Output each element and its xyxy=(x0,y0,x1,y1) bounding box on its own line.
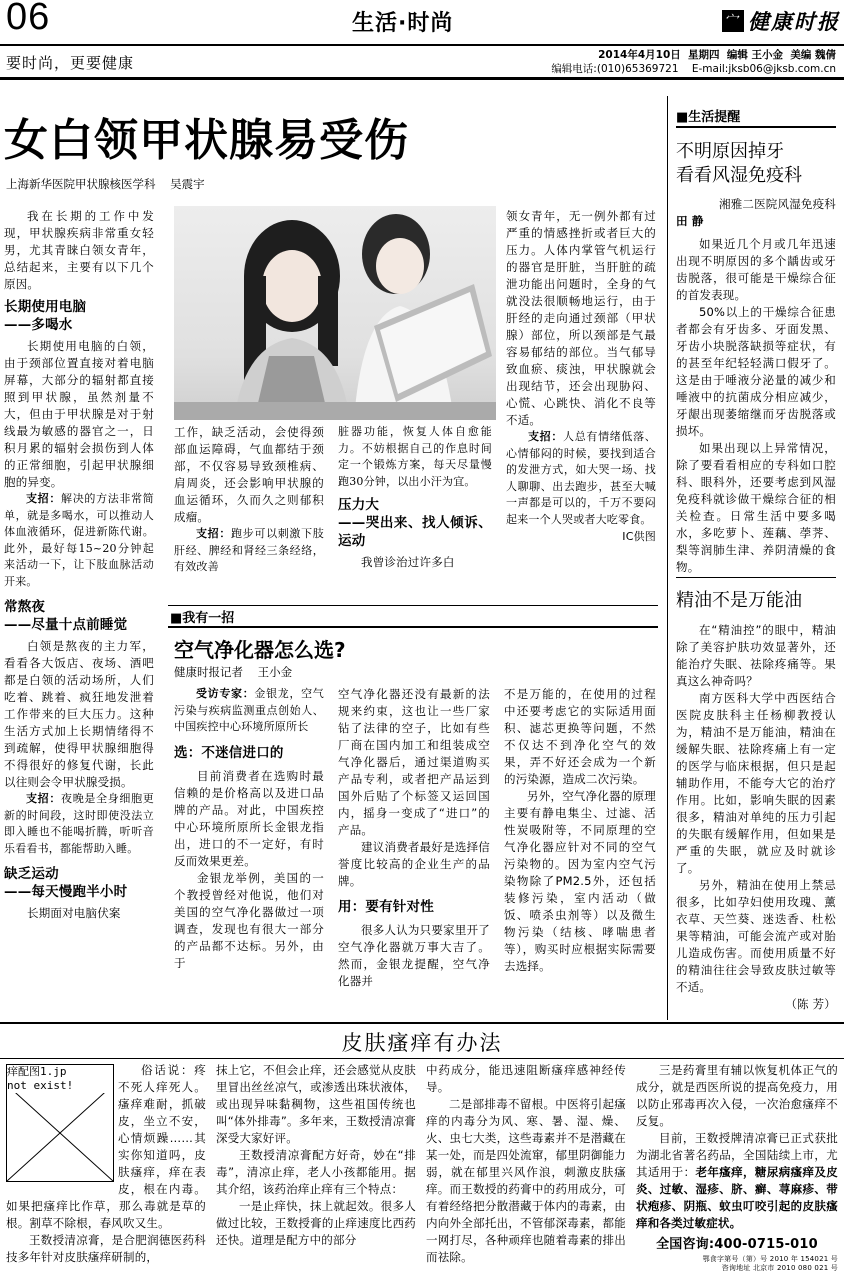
ad-p8: 三是药膏里有辅以恢复机体正气的成分，就是西医所说的提高免疫力，用以防止邪毒再次入侵，一次治愈瘙痒不反复。 xyxy=(636,1063,838,1128)
use-paragraph: 很多人认为只要家里开了空气净化器就万事大吉了。然而，金银龙提醒，空气净化器并 xyxy=(338,923,490,988)
ad-p2: 王数授清凉膏，是合肥润德医药科技多年针对皮肤瘙痒研制的， xyxy=(6,1233,206,1264)
subhead-choose: 选：不迷信进口的 xyxy=(174,744,284,761)
air-rule-tag xyxy=(168,626,658,628)
main-col-2 xyxy=(174,424,324,576)
tip-text: 跑步可以刺激下肢肝经、脾经和肾经三条经络，有效改善 xyxy=(174,527,324,573)
tip-label: 支招： xyxy=(528,430,564,443)
masthead-logo xyxy=(722,6,840,36)
computer-tip xyxy=(4,491,154,590)
tip-label: 支招： xyxy=(26,792,62,805)
stress-paragraph: 我曾诊治过许多白 xyxy=(361,555,455,569)
tip-label: 支招： xyxy=(196,527,232,540)
ad-p3: 抹上它，不但会止痒，还会感觉从皮肤里冒出丝丝凉气，或渗透出珠状液体，或出现异味黏稠物，这些祖国传统也叫“体外排毒”。多年来，王数授清凉膏深受大家好评。 xyxy=(216,1063,416,1145)
ad-fine-print-1: 鄂食字第号（第）号 2010 年 154021 号 xyxy=(702,1255,838,1263)
air-column-tag: ■我有一招 xyxy=(170,611,235,626)
air-col3-paragraph: 不是万能的，在使用的过程中还要考虑它的实际适用面积、滤芯更换等问题，不然不仅达不到净化空气的效果，弄不好还会成为一个新的污染源，造成二次污染。 xyxy=(504,687,656,786)
late-night-tip xyxy=(4,791,154,857)
subhead-late-night: 常熬夜 xyxy=(4,599,46,615)
sidebar-2-p3: 另外，精油在使用上禁忌很多，比如孕妇使用玫瑰、薰衣草、天竺葵、迷迭香、杜松果等精油，可能会流产或对胎儿造成伤害。而使用质量不好的精油往往会导致皮肤过敏等不适。 xyxy=(676,878,836,994)
col4-tip xyxy=(506,429,656,528)
ad-p6: 中药成分，能迅速阻断瘙痒感神经传导。 xyxy=(426,1063,626,1094)
air-col-3 xyxy=(504,686,656,975)
col4-paragraph: 领女青年，无一例外都有过严重的情感挫折或者巨大的压力。人体内掌管气机运行的器官是肝脏，当肝脏的疏泄功能出问题时，全身的气就没法很顺畅地运行，由于肝经的走向通过颈部（甲状腺）部位，所以颈部是气最容易郁结的部位。当气郁导致血瘀、痰浊，甲状腺就会出现结节，还会出现胁闷、心慌、心跳快、消化不良等不适。 xyxy=(506,209,656,427)
sidebar-byline-1: 湘雅二医院风湿免疫科 xyxy=(719,197,836,211)
ad-p7: 二是部排毒不留根。中医将引起瘙痒的内毒分为风、寒、暑、湿、燥、火、虫七大类，这些毒素并不是潜藏在某一处，而是四处流窜，郁里阴御能力弱，就在郁里兴风作浪，刺激皮肤瘙痒。而王数授的药膏中的药用成分，可有着经络把分散潜藏于体内的毒素，由内向外全部托出，不管郁深毒素，都能一网打尽，各种顽痒也随着毒素的排出而祛除。 xyxy=(426,1097,626,1264)
sidebar-title-2: 精油不是万能油 xyxy=(676,590,802,611)
exercise-paragraph: 长期面对电脑伏案 xyxy=(27,906,121,920)
sidebar-2-p2: 南方医科大学中西医结合医院皮肤科主任杨柳教授认为，精油不是万能油，精油在缓解失眠、祛除疼痛上有一定的医学与临床根据，但只是起辅助作用，不能夸大它的治疗作用。比如，影响失眠的因素很多，精油对单纯的压力引起的失眠有缓解作用，但如果是严重的失眠，就应及时就诊了。 xyxy=(676,691,836,875)
subhead-stress: 压力大 xyxy=(338,497,380,513)
date-line: 2014年4月10日 星期四 编辑 王小金 美编 魏倩 xyxy=(598,49,836,61)
header-rule-bottom xyxy=(0,77,844,80)
late-night-paragraph: 白领是熬夜的主力军，看看各大饭店、夜场、酒吧都是白领的活动场所，人们吃着、跳着、疯狂地发泄着工作带来的巨大压力。这种生活方式加上长期情绪得不到疏解，使得甲状腺细胞得不得很好的修复代谢，长此以往则会令甲状腺受损。 xyxy=(4,639,154,789)
tip-text: 解决的方法非常简单，就是多喝水，可以推动人体血液循环，促进新陈代谢。此外，最好每15~20分钟起来活动一下，让下肢血脉活动开来。 xyxy=(4,492,154,588)
air-byline: 健康时报记者 王小金 xyxy=(174,665,293,679)
subhead-stress-tip: ——哭出来、找人倾诉、运动 xyxy=(338,515,492,549)
sidebar-1-p1: 如果近几个月或几年迅速出现不明原因的多个龋齿或牙齿脱落，很可能是干燥综合征的首发表现。 xyxy=(676,237,836,302)
sidebar-divider xyxy=(667,96,668,1020)
main-byline: 上海新华医院甲状腺核医学科 吴震宇 xyxy=(6,177,205,191)
subhead-exercise-tip: ——每天慢跑半小时 xyxy=(4,884,128,900)
subhead-late-night-tip: ——尽量十点前睡觉 xyxy=(4,617,128,633)
contact-line: 编辑电话:(010)65369721 E-mail:jksb06@jksb.com.cn xyxy=(551,63,836,75)
ad-p1: 俗话说：疼不死人痒死人。瘙痒难耐，抓破皮，坐立不安，心情烦躁……其实你知道吗，皮肤瘙痒，痒在表皮，根在内毒。如果把瘙痒比作草，那么毒就是草的根。割草不除根，春风吹又生。 xyxy=(6,1063,206,1230)
section-title: 生活·时尚 xyxy=(352,11,454,36)
title-line-2: 看看风湿免疫科 xyxy=(676,165,802,186)
ad-fine-print-2: 咨询地址 北京市 2010 080 021 号 xyxy=(721,1264,838,1272)
tip-text: 人总有情绪低落、心情郁闷的时候，要找到适合的发泄方式，如大哭一场、找人聊聊、出去跑步，甚至大喊一声都是可以的，千万不要闷起来一个人哭或者大吃零食。 xyxy=(506,430,656,526)
expert-text: 金银龙，空气污染与疾病监测重点创始人、中国疾控中心环境所原所长 xyxy=(174,687,325,733)
broken-image-caption: 痒配图1.jp not exist! xyxy=(7,1065,113,1093)
air-col-2 xyxy=(338,686,490,990)
sidebar-author-1: 田 静 xyxy=(676,214,704,228)
air-rule-top xyxy=(168,605,658,606)
ad-p9 xyxy=(636,1130,838,1232)
sidebar-article-1 xyxy=(676,196,836,576)
ad-p4: 王数授清凉膏配方好奇，妙在“排毒”，清凉止痒，老人小孩都能用。据其介绍，该药治痒止痒有三个特点： xyxy=(216,1148,416,1196)
photo-credit: IC供图 xyxy=(622,530,656,543)
header-rule-top xyxy=(0,44,844,46)
ad-col-1-flow xyxy=(6,1062,206,1266)
ad-col-4 xyxy=(636,1062,838,1273)
subhead-computer: 长期使用电脑 xyxy=(4,299,87,315)
example-paragraph: 金银龙举例，美国的一个教授曾经对他说，他们对美国的空气净化器做过一项调查，发现也有很大一部分的产品都不达标。另外，由于 xyxy=(174,870,324,970)
page-number: 06 xyxy=(6,0,51,38)
air-col-1 xyxy=(174,686,324,972)
sidebar-author-2: （陈 芳） xyxy=(785,997,836,1011)
subhead-computer-tip: ——多喝水 xyxy=(4,317,73,333)
ad-rule-top xyxy=(0,1022,844,1024)
computer-paragraph: 长期使用电脑的白领，由于颈部位置直接对着电脑屏幕，大部分的辐射都直接照到甲状腺，虽然剂量不大，但由于甲状腺是对于射线最为敏感的器官之一，日积月累的辐射会损伤到人体的正常细胞，引起甲状腺细胞的异变。 xyxy=(4,339,154,489)
subhead-exercise: 缺乏运动 xyxy=(4,866,59,882)
sidebar-2-p1: 在“精油控”的眼中，精油除了美容护肤功效显著外，还能治疗失眠、祛除疼痛等。果真这么神奇吗？ xyxy=(676,623,836,688)
sidebar-title-1 xyxy=(676,140,802,188)
main-col-4 xyxy=(506,208,656,545)
suggestion-paragraph: 建议消费者最好是选择信誉度比较高的企业生产的品牌。 xyxy=(338,840,490,888)
ad-hotline: 全国咨询:400-0715-010 xyxy=(656,1237,818,1252)
ad-p5: 一是止痒快，抹上就起效。很多人做过比较，王数授膏的止痒速度比西药还快。道理是配方中的部分 xyxy=(216,1199,416,1247)
sidebar-column-tag: ■生活提醒 xyxy=(676,110,741,125)
subhead-use: 用：要有针对性 xyxy=(338,899,434,915)
col2-tip xyxy=(174,526,324,576)
expert-intro xyxy=(174,686,324,736)
ad-p9-text: 目前，王数授牌清凉膏已正式获批为湖北省著名药品，全国陆续上市，尤其适用于： xyxy=(636,1131,838,1179)
main-col-1 xyxy=(4,208,154,922)
tip-text: 夜晚是全身细胞更新的时间段，这时即使没法立即入睡也不能喝折腾，听听音乐看看书，都能帮助入睡。 xyxy=(4,792,154,855)
choose-paragraph: 目前消费者在选购时最信赖的是价格高以及进口品牌的产品。对此，中国疾控中心环境所原所长金银龙指出，进口的不一定好，有时反而效果更差。 xyxy=(174,768,324,868)
tip-label: 支招： xyxy=(26,492,62,505)
ad-col-2 xyxy=(216,1062,416,1249)
float-spacer xyxy=(6,1062,118,1184)
photo-illustration xyxy=(174,206,496,420)
ad-p9-bold: 老年瘙痒，糖尿病瘙痒及皮炎、过敏、湿疹、脐、癣、荨麻疹、带状疱疹、阴瓶、蚊虫叮咬引起的皮肤瘙痒和各类过敏症状。 xyxy=(636,1165,838,1230)
intro-paragraph: 我在长期的工作中发现，甲状腺疾病非常重女轻男，尤其青睐白领女青年，总结起来，主要有以下几个原因。 xyxy=(4,209,154,291)
section-slogan: 要时尚，更要健康 xyxy=(6,54,135,72)
col3-paragraph: 脏器功能，恢复人体自愈能力。不妨根据自己的作息时间定一个锻炼方案，每天尽量慢跑30分钟，以出小汗为宜。 xyxy=(338,425,492,488)
col2-paragraph: 工作，缺乏活动，会使得颈部血运障碍，气血都结于颈部，不仅容易导致颈椎病、肩周炎，还会影响甲状腺的血运循环，久而久之则郁积成瘤。 xyxy=(174,425,324,524)
expert-label: 受访专家： xyxy=(196,687,255,700)
sidebar-1-p3: 如果出现以上异常情况，除了要看看相应的专科如口腔科、眼科外，还要考虑到风湿免疫科就诊做干燥综合征的相关检查。日常生活中要多喝水，多吃萝卜、莲藕、荸荠、梨等润肺生津、养阴清燥的食物。 xyxy=(676,441,836,574)
article-photo xyxy=(174,206,496,420)
masthead-emblem-icon: 宀 xyxy=(722,10,744,32)
main-col-3 xyxy=(338,424,492,571)
principle-paragraph: 另外，空气净化器的原理主要有静电集尘、过滤、活性炭吸附等，不同原理的空气净化器应针对不同的空气污染物的。因为室内空气污染物除了PM2.5外，还包括装修污染，室内活动（做饭、喷杀虫剂等）以及微生物污染（结核、哮喘患者等），购买时应根据实际需要去选择。 xyxy=(504,789,656,973)
main-headline: 女白领甲状腺易受伤 xyxy=(4,115,409,166)
sidebar-article-2 xyxy=(676,622,836,1013)
masthead-text: 健康时报 xyxy=(748,9,840,34)
air-headline: 空气净化器怎么选? xyxy=(174,638,346,662)
sidebar-mid-rule xyxy=(676,577,836,578)
air-col2-paragraph: 空气净化器还没有最新的法规来约束，这也让一些厂家钻了法律的空子，比如有些厂商在国内加工和组装成空气净化器后，通过渠道购买产品专利，或者把产品运到国外后贴了个标签又运回国内，摇身一变成了“进口”的产品。 xyxy=(338,687,490,837)
ad-title: 皮肤瘙痒有办法 xyxy=(341,1031,503,1055)
sidebar-tag-rule xyxy=(676,126,836,128)
ad-title-rule xyxy=(0,1058,844,1059)
title-line-1: 不明原因掉牙 xyxy=(676,141,784,162)
ad-col-3 xyxy=(426,1062,626,1266)
sidebar-1-p2: 50%以上的干燥综合征患者都会有牙齿多、牙面发黑、牙齿小块脱落缺损等症状，有的甚至年纪轻轻满口假牙了。这是由于唾液分泌量的减少和唾液中的抗菌成分相应减少，牙龈出现萎缩继而牙齿脱落或损坏。 xyxy=(676,305,836,438)
